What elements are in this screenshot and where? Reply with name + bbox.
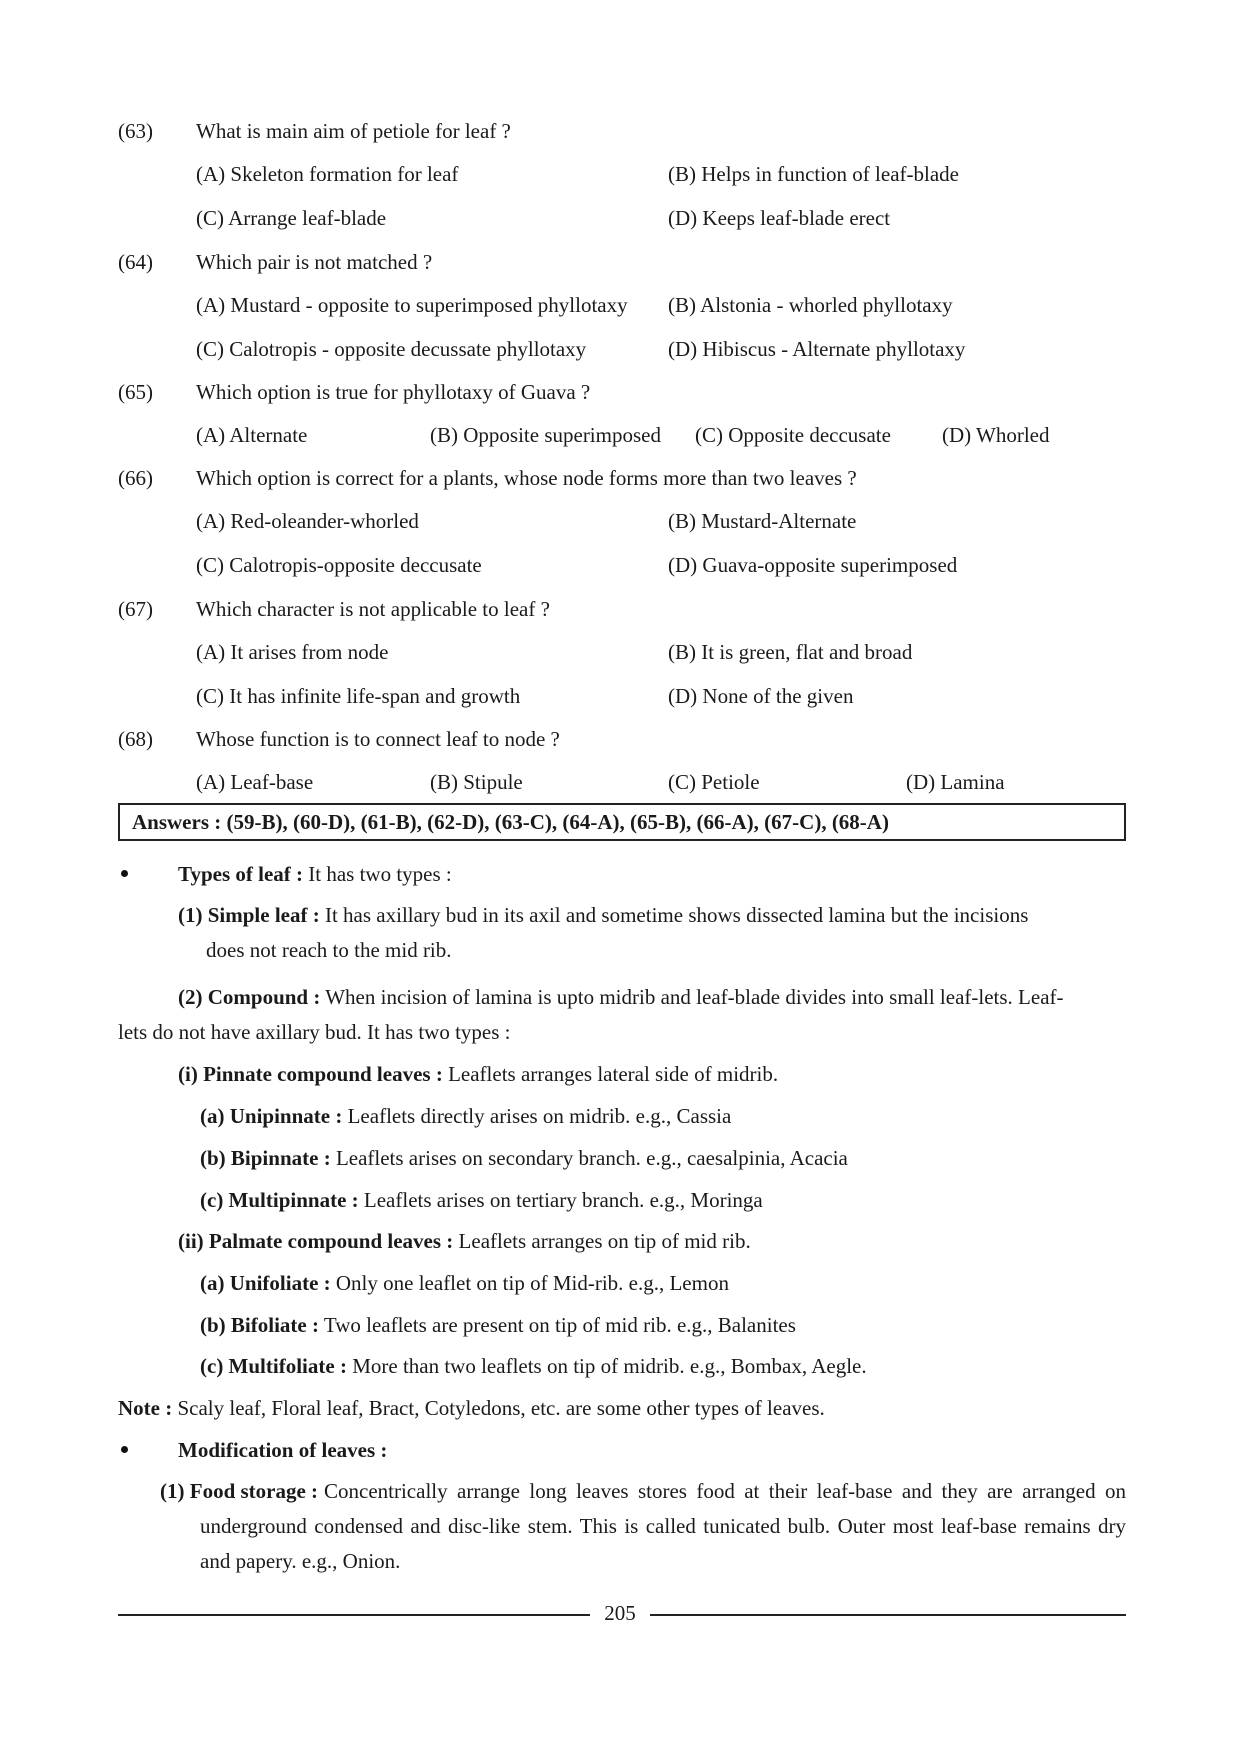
answers-box xyxy=(118,803,1126,841)
bipinnate: (b) Bipinnate : Leaflets arises on secondary branch. e.g., caesalpinia, Acacia xyxy=(200,1146,848,1170)
option-d: (D) Hibiscus - Alternate phyllotaxy xyxy=(668,337,966,361)
option-a: (A) Mustard - opposite to superimposed phyllotaxy xyxy=(196,293,628,317)
option-c: (C) Opposite deccusate xyxy=(695,423,891,447)
question-number: (68) xyxy=(118,727,153,751)
pinnate-compound: (i) Pinnate compound leaves : Leaflets arranges lateral side of midrib. xyxy=(178,1062,779,1086)
question-text: Which character is not applicable to leaf ? xyxy=(196,597,550,621)
answers-text: Answers : (59-B), (60-D), (61-B), (62-D), (63-C), (64-A), (65-B), (66-A), (67-C), (68-A) xyxy=(132,810,889,834)
compound-leaf: (2) Compound : When incision of lamina is upto midrib and leaf-blade divides into small leaf-lets. Leaf- xyxy=(178,985,1064,1009)
multifoliate: (c) Multifoliate : More than two leaflets on tip of midrib. e.g., Bombax, Aegle. xyxy=(200,1354,867,1378)
question-text: Which pair is not matched ? xyxy=(196,250,433,274)
option-a: (A) Alternate xyxy=(196,423,308,447)
option-c: (C) Calotropis - opposite decussate phyllotaxy xyxy=(196,337,587,361)
option-c: (C) Calotropis-opposite deccusate xyxy=(196,553,482,577)
page-number: 205 xyxy=(604,1601,636,1625)
option-d: (D) Whorled xyxy=(942,423,1050,447)
bifoliate: (b) Bifoliate : Two leaflets are present on tip of mid rib. e.g., Balanites xyxy=(200,1313,796,1337)
footer-rule-left xyxy=(118,1614,590,1616)
option-b: (B) Alstonia - whorled phyllotaxy xyxy=(668,293,953,317)
modification-heading: Modification of leaves : xyxy=(178,1438,388,1462)
multipinnate: (c) Multipinnate : Leaflets arises on tertiary branch. e.g., Moringa xyxy=(200,1188,763,1212)
option-d: (D) Guava-opposite superimposed xyxy=(668,553,958,577)
option-b: (B) Stipule xyxy=(430,770,523,794)
question-text: Whose function is to connect leaf to node ? xyxy=(196,727,560,751)
simple-leaf: (1) Simple leaf : It has axillary bud in its axil and sometime shows dissected lamina but the incisions xyxy=(178,903,1029,927)
unifoliate: (a) Unifoliate : Only one leaflet on tip of Mid-rib. e.g., Lemon xyxy=(200,1271,729,1295)
option-a: (A) Red-oleander-whorled xyxy=(196,509,419,533)
palmate-compound: (ii) Palmate compound leaves : Leaflets arranges on tip of mid rib. xyxy=(178,1229,751,1253)
option-b: (B) Helps in function of leaf-blade xyxy=(668,162,959,186)
question-number: (63) xyxy=(118,119,153,143)
compound-leaf-cont: lets do not have axillary bud. It has two types : xyxy=(118,1020,511,1044)
option-d: (D) Keeps leaf-blade erect xyxy=(668,206,891,230)
option-c: (C) Arrange leaf-blade xyxy=(196,206,387,230)
question-text: Which option is true for phyllotaxy of Guava ? xyxy=(196,380,591,404)
option-d: (D) None of the given xyxy=(668,684,854,708)
food-storage-label: (1) Food storage : xyxy=(160,1479,319,1503)
option-b: (B) Mustard-Alternate xyxy=(668,509,857,533)
option-a: (A) Skeleton formation for leaf xyxy=(196,162,459,186)
option-a: (A) Leaf-base xyxy=(196,770,314,794)
option-a: (A) It arises from node xyxy=(196,640,389,664)
simple-leaf-cont: does not reach to the mid rib. xyxy=(206,938,452,962)
unipinnate: (a) Unipinnate : Leaflets directly arises on midrib. e.g., Cassia xyxy=(200,1104,732,1128)
option-b: (B) It is green, flat and broad xyxy=(668,640,913,664)
bullet-icon xyxy=(121,870,128,877)
footer-rule-right xyxy=(650,1614,1126,1616)
bullet-icon xyxy=(121,1446,128,1453)
question-text: Which option is correct for a plants, whose node forms more than two leaves ? xyxy=(196,466,857,490)
question-number: (66) xyxy=(118,466,153,490)
option-c: (C) Petiole xyxy=(668,770,760,794)
question-number: (64) xyxy=(118,250,153,274)
question-number: (65) xyxy=(118,380,153,404)
option-d: (D) Lamina xyxy=(906,770,1005,794)
food-storage-text: Concentrically arrange long leaves stores food at their leaf-base and they are arranged on underground condensed and disc-like stem. This is called tunicated bulb. Outer most leaf-base remains dry and papery. e.g., Onion. xyxy=(200,1479,1126,1573)
question-text: What is main aim of petiole for leaf ? xyxy=(196,119,511,143)
question-number: (67) xyxy=(118,597,153,621)
option-c: (C) It has infinite life-span and growth xyxy=(196,684,521,708)
option-b: (B) Opposite superimposed xyxy=(430,423,661,447)
note: Note : Scaly leaf, Floral leaf, Bract, Cotyledons, etc. are some other types of leaves. xyxy=(118,1396,825,1420)
types-heading: Types of leaf : It has two types : xyxy=(178,862,452,886)
